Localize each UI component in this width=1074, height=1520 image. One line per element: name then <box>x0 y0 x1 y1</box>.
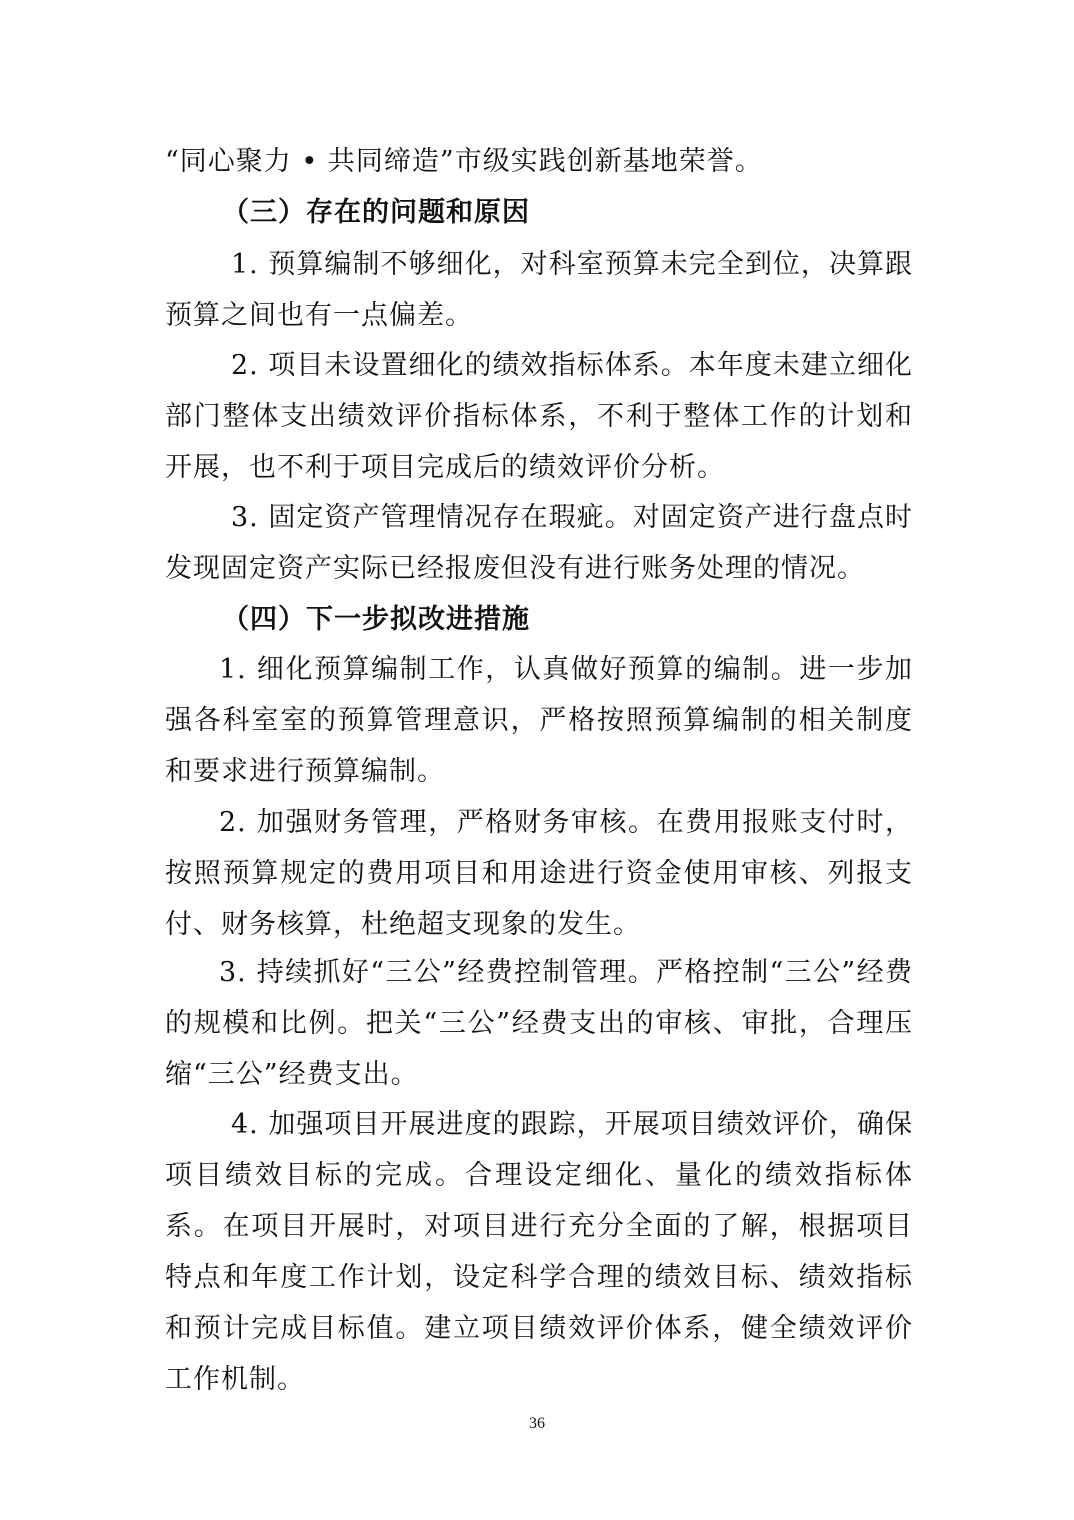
section-3-item-3: 3. 固定资产管理情况存在瑕疵。对固定资产进行盘点时发现固定资产实际已经报废但没有进行账务处理的情况。 <box>165 502 913 584</box>
continued-paragraph <box>165 136 913 187</box>
section-4-item-1: 1. 细化预算编制工作，认真做好预算的编制。进一步加强各科室室的预算管理意识，严格按照预算编制的相关制度和要求进行预算编制。 <box>165 654 913 787</box>
continued-line: “同心聚力 • 共同缔造”市级实践创新基地荣誉。 <box>165 146 763 177</box>
section-4-item-4: 4. 加强项目开展进度的跟踪，开展项目绩效评价，确保项目绩效目标的完成。合理设定细化、量化的绩效指标体系。在项目开展时，对项目进行充分全面的了解，根据项目特点和年度工作计划，设定科学合理的绩效目标、绩效指标和预计完成目标值。建立项目绩效评价体系，健全绩效评价工作机制。 <box>165 1109 913 1395</box>
section-4-item-2: 2. 加强财务管理，严格财务审核。在费用报账支付时，按照预算规定的费用项目和用途进行资金使用审核、列报支付、财务核算，杜绝超支现象的发生。 <box>165 807 913 940</box>
section-3-item-1: 1. 预算编制不够细化，对科室预算未完全到位，决算跟预算之间也有一点偏差。 <box>165 249 913 331</box>
section-3-item-2: 2. 项目未设置细化的绩效指标体系。本年度未建立细化部门整体支出绩效评价指标体系，不利于整体工作的计划和开展，也不利于项目完成后的绩效评价分析。 <box>165 350 913 483</box>
page-number: 36 <box>529 1415 545 1432</box>
section-4-heading: （四）下一步拟改进措施 <box>222 604 530 635</box>
section-4-item-3: 3. 持续抓好“三公”经费控制管理。严格控制“三公”经费的规模和比例。把关“三公”经费支出的审核、审批，合理压缩“三公”经费支出。 <box>165 957 913 1090</box>
section-3-heading: （三）存在的问题和原因 <box>222 197 530 228</box>
